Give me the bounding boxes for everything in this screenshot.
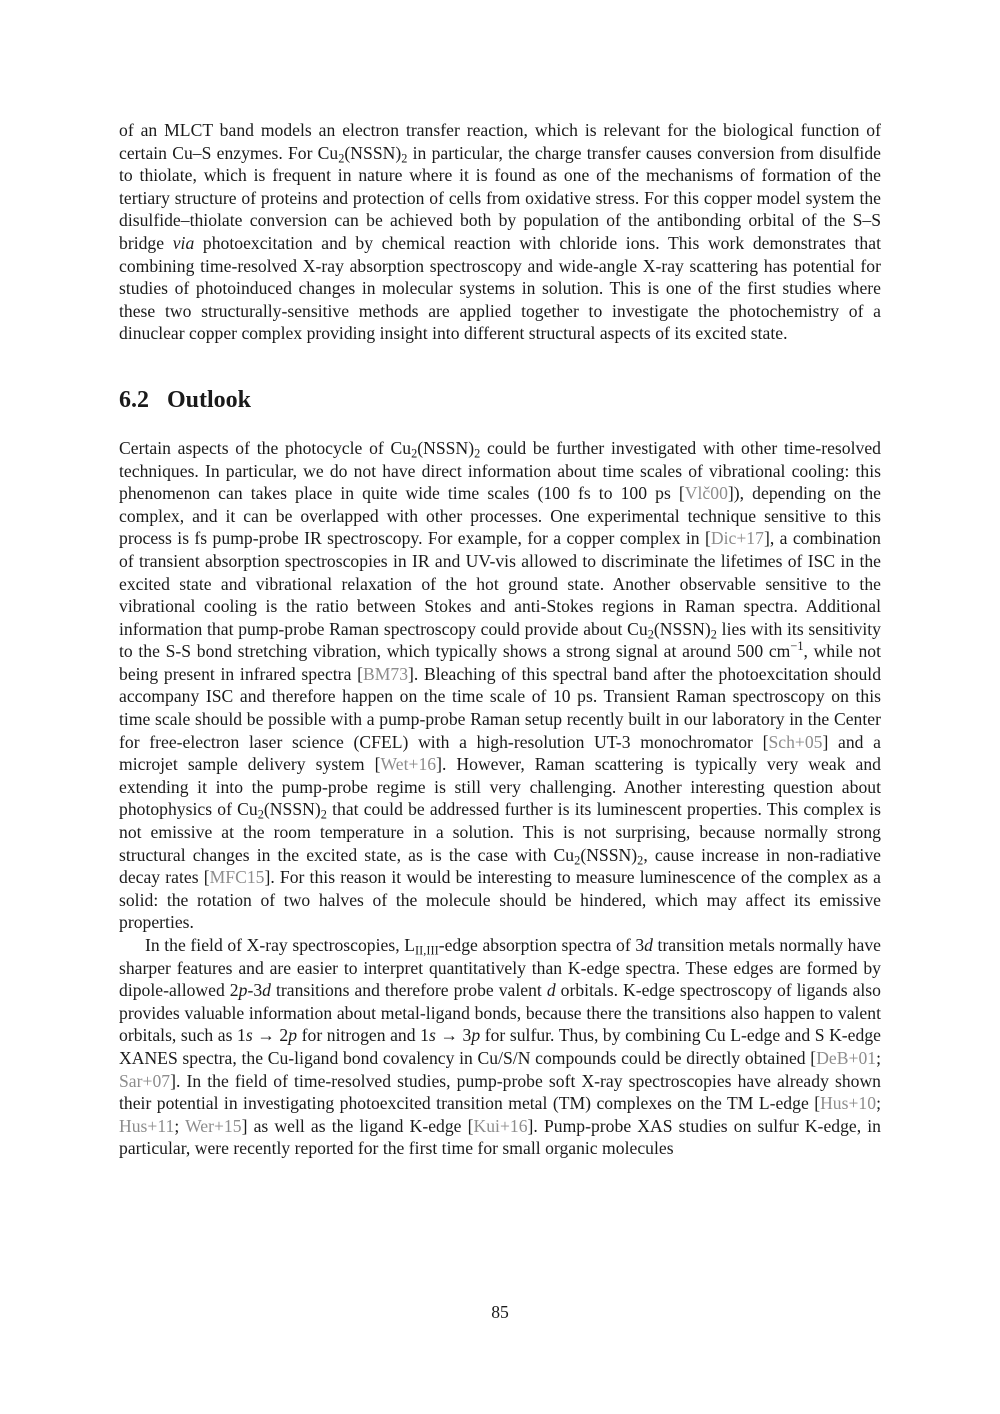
citation-link[interactable]: Hus+10 <box>820 1093 877 1114</box>
paragraph-outlook-2: In the field of X-ray spectroscopies, $L_{II,III}$-edge absorption spectra of 3d transition metals normally have sharper features and are easier to interpret quantitatively than K-edge spectra. These edges are formed by dipole-allowed 2p-3d transitions and therefore probe valent d orbitals. K-edge spectroscopy of ligands also provides valuable information about metal-ligand bonds, because there the transitions also happen to valent orbitals, such as 1s → 2p for nitrogen and 1s → 3p for sulfur. Thus, by combining Cu L-edge and S K-edge XANES spectra, the Cu-ligand bond covalency in Cu/S/N compounds could be directly obtained [DeB+01; Sar+07]. In the field of time-resolved studies, pump-probe soft X-ray spectroscopies have already shown their potential in investigating photoexcited transition metal (TM) complexes on the TM L-edge [Hus+10; Hus+11; Wer+15] as well as the ligand K-edge [Kui+16]. Pump-probe XAS studies on sulfur K-edge, in particular, were recently reported for the first time for small organic molecules <box>119 935 881 1159</box>
citation-link[interactable]: Wer+15 <box>185 1115 242 1136</box>
section-heading: 6.2 Outlook <box>119 386 252 413</box>
citation-link[interactable]: Hus+11 <box>119 1115 175 1136</box>
citation-link[interactable]: Vlč00 <box>684 483 728 504</box>
citation-link[interactable]: Dic+17 <box>710 528 764 549</box>
citation-link[interactable]: Sch+05 <box>768 731 823 752</box>
page-body <box>119 119 881 1160</box>
paragraph-conclusion-end: of an MLCT band models an electron transfer reaction, which is relevant for the biological function of certain Cu–S enzymes. For $Cu_2(NSSN)_2$ in particular, the charge transfer causes conversion from disulfide to thiolate, which is frequent in nature where it is found as one of the mechanisms of formation of the tertiary structure of proteins and protection of cells from oxidative stress. For this copper model system the disulfide–thiolate conversion can be achieved both by population of the antibonding orbital of the S–S bridge via photoexcitation and by chemical reaction with chloride ions. This work demonstrates that combining time-resolved X-ray absorption spectroscopy and wide-angle X-ray scattering has potential for studies of photoinduced changes in molecular systems in solution. This is one of the first studies where these two structurally-sensitive methods are applied together to investigate the photochemistry of a dinuclear copper complex providing insight into different structural aspects of its excited state. <box>119 120 881 344</box>
page-number: 85 <box>491 1302 509 1322</box>
citation-link[interactable]: BM73 <box>362 663 409 684</box>
citation-link[interactable]: Wet+16 <box>380 754 437 775</box>
paragraph-outlook-1: Certain aspects of the photocycle of $Cu_2(NSSN)_2$ could be further investigated with other time-resolved techniques. In particular, we do not have direct information about time scales of vibrational cooling: this phenomenon can takes place in quite wide time scales (100 fs to 100 ps [Vlč00]), depending on the complex, and it can be overlapped with other processes. One experimental technique sensitive to this process is fs pump-probe IR spectroscopy. For example, for a copper complex in [Dic+17], a combination of transient absorption spectroscopies in IR and UV-vis allowed to discriminate the lifetimes of ISC in the excited state and vibrational relaxation of the hot ground state. Another observable sensitive to the vibrational cooling is the ratio between Stokes and anti-Stokes regions in Raman spectra. Additional information that pump-probe Raman spectroscopy could provide about $Cu_2(NSSN)_2$ lies with its sensitivity to the S-S bond stretching vibration, which typically shows a strong signal at around 500 $cm^{-1}$, while not being present in infrared spectra [BM73]. Bleaching of this spectral band after the photoexcitation should accompany ISC and therefore happen on the time scale of 10 ps. Transient Raman spectroscopy on this time scale should be possible with a pump-probe Raman setup recently built in our laboratory in the Center for free-electron laser science (CFEL) with a high-resolution UT-3 monochromator [Sch+05] and a microjet sample delivery system [Wet+16]. However, Raman scattering is typically very weak and extending it into the pump-probe regime is still very challenging. Another interesting question about photophysics of $Cu_2(NSSN)_2$ that could be addressed further is its luminescent properties. This complex is not emissive at the room temperature in a solution. This is not surprising, because normally strong structural changes in the excited state, as is the case with $Cu_2(NSSN)_2$, cause increase in non-radiative decay rates [MFC15]. For this reason it would be interesting to measure luminescence of the complex as a solid: the rotation of two halves of the molecule should be hindered, which may affect its emissive properties. <box>119 437 882 933</box>
citation-link[interactable]: Kui+16 <box>473 1115 528 1136</box>
citation-link[interactable]: MFC15 <box>209 867 265 888</box>
citation-link[interactable]: DeB+01 <box>816 1047 877 1068</box>
citation-link[interactable]: Sar+07 <box>119 1070 171 1091</box>
